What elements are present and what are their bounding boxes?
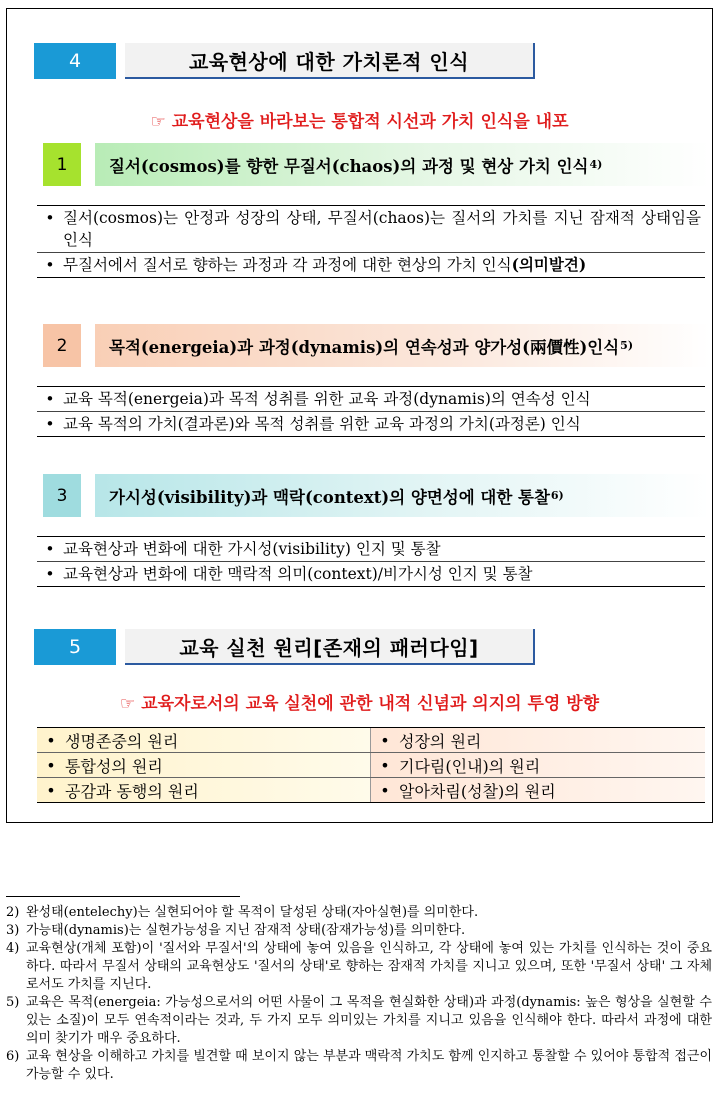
list-item-text: 질서(cosmos)는 안정과 성장의 상태, 무질서(chaos)는 질서의 가치를 지닌 잠재적 상태임을 인식 (63, 209, 701, 249)
table-row (37, 778, 705, 802)
footnote-text: 완성태(entelechy)는 실현되어야 할 목적이 달성된 상태(자아실현)를 의미한다. (26, 905, 479, 920)
footnote (6, 940, 712, 994)
section5-title: 교육 실천 원리[존재의 패러다임] (125, 629, 535, 665)
group1-footnote-ref: 4) (589, 158, 603, 171)
group1-title (95, 143, 710, 186)
group3-title-text: 가시성(visibility)과 맥락(context)의 양면성에 대한 통찰 (109, 487, 550, 507)
group3-number: 3 (43, 474, 81, 517)
pointing-hand-icon: ☞ (150, 112, 166, 132)
bullet-icon: • (380, 755, 390, 775)
group2-title (95, 324, 710, 367)
section4-title: 교육현상에 대한 가치론적 인식 (125, 43, 535, 79)
section5-intent-text: 교육자로서의 교육 실천에 관한 내적 신념과 의지의 투영 방향 (141, 694, 600, 714)
bullet-icon: • (45, 565, 55, 583)
list-item (37, 387, 705, 412)
group1-title-text: 질서(cosmos)를 향한 무질서(chaos)의 과정 및 현상 가치 인식 (109, 156, 589, 176)
list-item-text (63, 254, 705, 276)
footnote-text: 가능태(dynamis)는 실현가능성을 지닌 잠재적 상태(잠재가능성)를 의미한다. (26, 923, 466, 938)
bullet-icon: • (45, 209, 55, 227)
footnote-text: 교육 현상을 이해하고 가치를 빌견할 때 보이지 않는 부분과 맥락적 가치도 함께 인지하고 통찰할 수 있어야 통합적 접근이 가능할 수 있다. (26, 1049, 712, 1082)
footnote (6, 904, 712, 922)
group1-list (37, 205, 705, 278)
table-cell (371, 753, 705, 777)
group2-title-text: 목적(energeia)과 과정(dynamis)의 연속성과 양가성(兩價性)인식 (109, 337, 620, 357)
table-row (37, 753, 705, 778)
bullet-icon: • (46, 780, 56, 800)
pointing-hand-icon: ☞ (119, 694, 136, 714)
footnote (6, 922, 712, 940)
footnote-divider (6, 896, 240, 897)
footnote (6, 994, 712, 1048)
footnote-number: 3) (6, 923, 20, 938)
bullet-icon: • (45, 540, 55, 558)
table-cell (37, 778, 371, 802)
footnotes (6, 904, 712, 1084)
principle-text: 성장의 원리 (399, 731, 482, 751)
bullet-icon: • (45, 415, 55, 433)
group1-number: 1 (43, 143, 81, 186)
footnote (6, 1048, 712, 1084)
footnote-number: 2) (6, 905, 20, 920)
list-item-text: 교육현상과 변화에 대한 가시성(visibility) 인지 및 통찰 (63, 540, 441, 558)
section5-intent (7, 689, 712, 714)
list-item (37, 537, 705, 562)
group3-list (37, 536, 705, 587)
bullet-icon: • (46, 755, 56, 775)
bullet-icon: • (380, 730, 390, 750)
section4-intent-text: 교육현상을 바라보는 통합적 시선과 가치 인식을 내포 (171, 112, 569, 132)
table-cell (371, 778, 705, 802)
list-item-text-main: 무질서에서 질서로 향하는 과정과 각 과정에 대한 현상의 가치 인식 (63, 256, 512, 274)
bullet-icon: • (45, 256, 55, 274)
table-cell (37, 753, 371, 777)
group3-footnote-ref: 6) (550, 489, 564, 502)
principles-table (37, 727, 705, 803)
table-cell (371, 728, 705, 752)
list-item (37, 412, 705, 436)
list-item-text: 교육 목적(energeia)과 목적 성취를 위한 교육 과정(dynamis)의 연속성 인식 (63, 390, 591, 408)
list-item-text: 교육현상과 변화에 대한 맥락적 의미(context)/비가시성 인지 및 통찰 (63, 565, 533, 583)
group2-list (37, 386, 705, 437)
section4-intent (7, 107, 712, 132)
section5-number: 5 (34, 629, 116, 665)
list-item-text: 교육 목적의 가치(결과론)와 목적 성취를 위한 교육 과정의 가치(과정론) 인식 (63, 415, 581, 433)
group2-number: 2 (43, 324, 81, 367)
table-row (37, 728, 705, 753)
list-item (37, 253, 705, 277)
group2-footnote-ref: 5) (620, 339, 634, 352)
list-item (37, 562, 705, 586)
principle-text: 생명존중의 원리 (65, 731, 179, 751)
list-item (37, 206, 705, 253)
bullet-icon: • (380, 780, 390, 800)
principle-text: 기다림(인내)의 원리 (399, 756, 541, 776)
principle-text: 알아차림(성찰)의 원리 (399, 781, 556, 801)
footnote-number: 4) (6, 941, 20, 956)
footnote-number: 6) (6, 1049, 20, 1064)
principle-text: 공감과 동행의 원리 (65, 781, 199, 801)
list-item-emphasis: (의미발견) (511, 255, 587, 274)
content-frame (6, 8, 713, 823)
footnote-text: 교육은 목적(energeia: 가능성으로서의 어떤 사물이 그 목적을 현실화한 상태)과 과정(dynamis: 높은 형상을 실현할 수 있는 소질)이 모두 연속적이라는 것과, 두 가지 모두 의미있는 가치를 지니고 있음을 인식해야 한다. 따라서 과정에 대한 의미 찾기가 매우 중요하다. (26, 995, 712, 1046)
group3-title (95, 474, 710, 517)
bullet-icon: • (46, 730, 56, 750)
footnote-text: 교육현상(개체 포함)이 '질서와 무질서'의 상태에 놓여 있음을 인식하고, 각 상태에 놓여 있는 가치를 인식하는 것이 중요하다. 따라서 무질서 상태의 교육현상도 '질서의 상태'로 향하는 잠재적 가치를 지니고 있으며, 또한 '무질서 상태' 그 자체로서도 가치를 지닌다. (26, 941, 712, 992)
footnote-number: 5) (6, 995, 20, 1010)
table-cell (37, 728, 371, 752)
bullet-icon: • (45, 390, 55, 408)
section4-number: 4 (34, 43, 116, 79)
principle-text: 통합성의 원리 (65, 756, 163, 776)
